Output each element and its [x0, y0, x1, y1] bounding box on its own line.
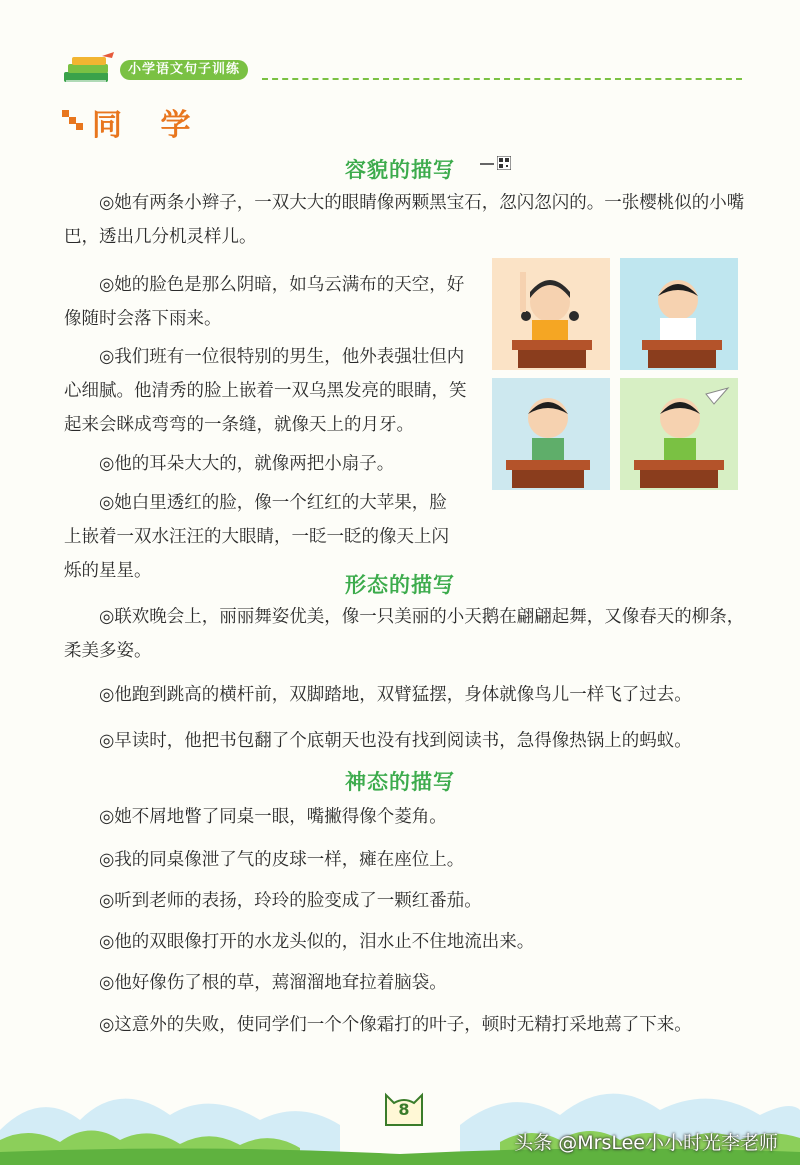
books-icon — [62, 52, 116, 86]
subsection-title-expression: 神态的描写 — [345, 770, 455, 794]
section-title — [62, 100, 205, 143]
list-item: ◎她有两条小辫子，一双大大的眼睛像两颗黑宝石，忽闪忽闪的。一张樱桃似的小嘴巴，透出几分机灵样儿。 — [64, 193, 745, 247]
header-divider — [262, 78, 742, 80]
list-item: ◎我的同桌像泄了气的皮球一样，瘫在座位上。 — [99, 850, 465, 870]
list-item: ◎她的脸色是那么阴暗，如乌云满布的天空，好像随时会落下雨来。 — [64, 275, 465, 329]
page-header — [62, 48, 742, 88]
list-item: ◎他好像伤了根的草，蔫溜溜地耷拉着脑袋。 — [99, 973, 447, 993]
page-number-text: 8 — [398, 1100, 410, 1119]
list-item: ◎她不屑地瞥了同桌一眼，嘴撇得像个菱角。 — [99, 807, 447, 827]
list-item: ◎联欢晚会上，丽丽舞姿优美，像一只美丽的小天鹅在翩翩起舞，又像春天的柳条，柔美多姿。 — [64, 607, 745, 661]
watermark: 头条 @MrsLee小小时光李老师 — [514, 1132, 778, 1154]
list-item: ◎他的耳朵大大的，就像两把小扇子。 — [99, 454, 395, 474]
section-title-text: 同 学 — [92, 108, 205, 143]
classroom-illustration — [492, 258, 738, 490]
list-item: ◎她白里透红的脸，像一个红红的大苹果，脸上嵌着一双水汪汪的大眼睛，一眨一眨的像天上闪烁的星星。 — [64, 493, 449, 581]
list-item: ◎这意外的失败，使同学们一个个像霜打的叶子，顿时无精打采地蔫了下来。 — [99, 1015, 692, 1035]
qr-code-icon — [497, 156, 511, 170]
series-title: 小学语文句子训练 — [120, 60, 248, 80]
list-item: ◎他的双眼像打开的水龙头似的，泪水止不住地流出来。 — [99, 932, 535, 952]
list-item: ◎他跑到跳高的横杆前，双脚踏地，双臂猛摆，身体就像鸟儿一样飞了过去。 — [99, 685, 692, 705]
list-item: ◎听到老师的表扬，玲玲的脸变成了一颗红番茄。 — [99, 891, 482, 911]
page-number — [382, 1085, 426, 1127]
subsection-title-posture: 形态的描写 — [345, 573, 455, 597]
subsection-title-appearance: 容貌的描写 — [345, 158, 455, 182]
list-item: ◎我们班有一位很特别的男生，他外表强壮但内心细腻。他清秀的脸上嵌着一双乌黑发亮的眼睛，笑起来会眯成弯弯的一条缝，就像天上的月牙。 — [64, 347, 467, 435]
qr-dash — [480, 163, 494, 165]
list-item: ◎早读时，他把书包翻了个底朝天也没有找到阅读书，急得像热锅上的蚂蚁。 — [99, 731, 692, 751]
